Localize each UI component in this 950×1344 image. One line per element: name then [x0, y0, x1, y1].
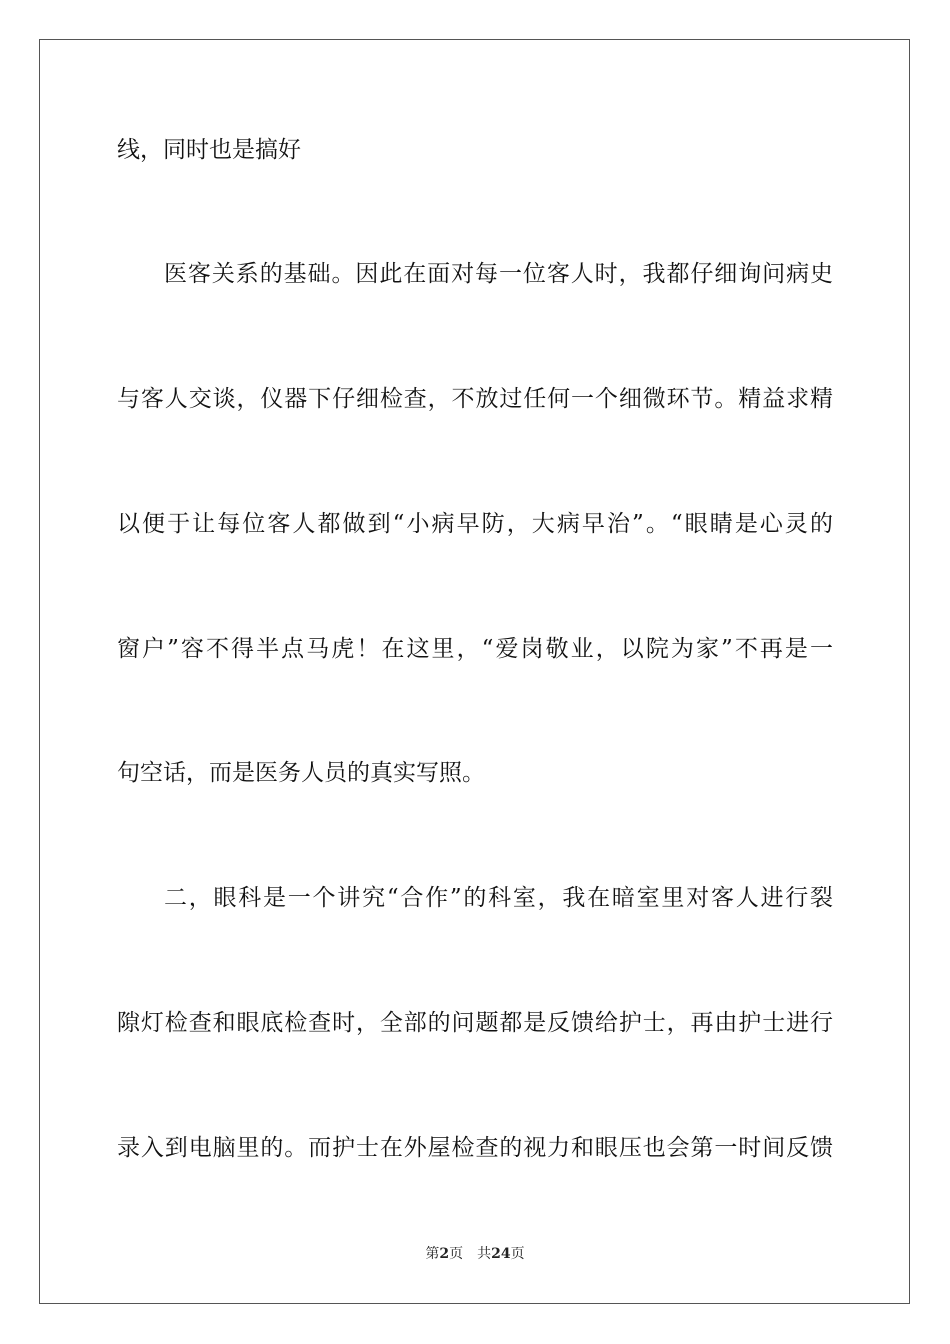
text-line-7: 二，眼科是一个讲究“合作”的科室，我在暗室里对客人进行裂 — [164, 885, 833, 911]
page-suffix: 页 — [449, 1246, 464, 1262]
total-suffix: 页 — [510, 1246, 525, 1262]
total-pages: 24 — [491, 1246, 511, 1262]
page-frame — [39, 39, 910, 1304]
page-footer — [0, 1245, 950, 1263]
page-number: 2 — [439, 1246, 450, 1262]
text-line-5: 窗户”容不得半点马虎！在这里，“爱岗敬业，以院为家”不再是一 — [117, 636, 833, 662]
text-line-8: 隙灯检查和眼底检查时，全部的问题都是反馈给护士，再由护士进行 — [117, 1010, 833, 1036]
text-line-1: 线，同时也是搞好 — [117, 137, 301, 163]
text-line-6: 句空话，而是医务人员的真实写照。 — [117, 760, 485, 786]
total-prefix: 共 — [477, 1246, 492, 1262]
text-line-4: 以便于让每位客人都做到“小病早防，大病早治”。“眼睛是心灵的 — [117, 511, 833, 537]
page-prefix: 第 — [425, 1246, 440, 1262]
text-line-9: 录入到电脑里的。而护士在外屋检查的视力和眼压也会第一时间反馈 — [117, 1135, 833, 1161]
text-line-3: 与客人交谈，仪器下仔细检查，不放过任何一个细微环节。精益求精 — [117, 386, 833, 412]
text-line-2: 医客关系的基础。因此在面对每一位客人时，我都仔细询问病史 — [164, 261, 833, 287]
